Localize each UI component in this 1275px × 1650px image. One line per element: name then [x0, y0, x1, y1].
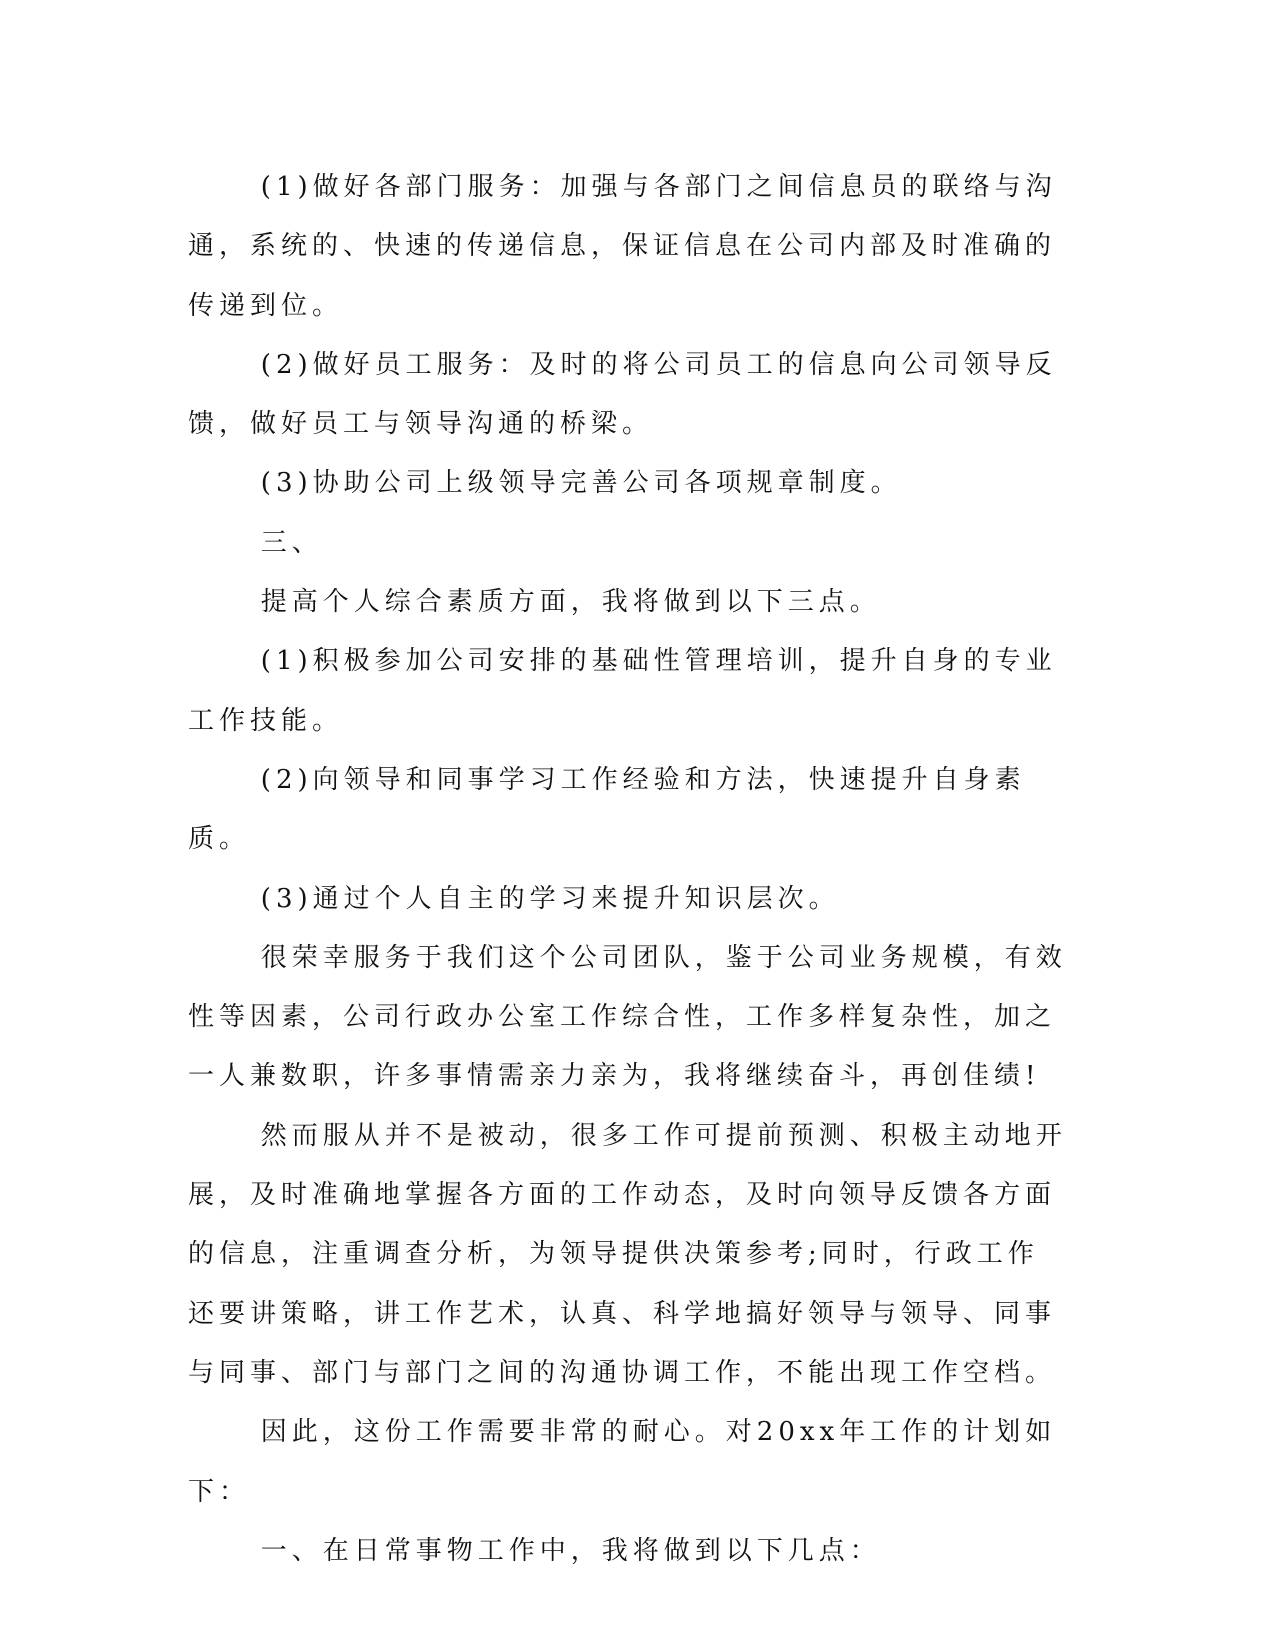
paragraph-learn-from-colleagues: (2)向领导和同事学习工作经验和方法，快速提升自身素质。 — [188, 764, 1026, 855]
document-body — [188, 158, 1068, 1581]
paragraph-training: (1)积极参加公司安排的基础性管理培训，提升自身的专业工作技能。 — [188, 646, 1057, 736]
section-heading-three: 三、 — [260, 527, 323, 558]
paragraph-assist-rules: (3)协助公司上级领导完善公司各项规章制度。 — [260, 468, 902, 499]
paragraph-work-plan-intro: 因此，这份工作需要非常的耐心。对20xx年工作的计划如下： — [188, 1417, 1057, 1507]
paragraph-daily-affairs: 一、在日常事物工作中，我将做到以下几点： — [260, 1535, 881, 1566]
paragraph-quality-intro: 提高个人综合素质方面，我将做到以下三点。 — [260, 587, 881, 618]
paragraph-team-service: 很荣幸服务于我们这个公司团队，鉴于公司业务规模，有效性等因素，公司行政办公室工作综合性，工作多样复杂性，加之一人兼数职，许多事情需亲力亲为，我将继续奋斗，再创佳绩! — [188, 942, 1067, 1092]
paragraph-staff-service: (2)做好员工服务：及时的将公司员工的信息向公司领导反馈，做好员工与领导沟通的桥梁。 — [188, 349, 1057, 440]
paragraph-self-study: (3)通过个人自主的学习来提升知识层次。 — [260, 883, 840, 914]
paragraph-proactive-work: 然而服从并不是被动，很多工作可提前预测、积极主动地开展，及时准确地掌握各方面的工作动态，及时向领导反馈各方面的信息，注重调查分析，为领导提供决策参考;同时，行政工作还要讲策略，讲工作艺术，认真、科学地搞好领导与领导、同事与同事、部门与部门之间的沟通协调工作，不能出现工作空档。 — [188, 1120, 1067, 1388]
paragraph-dept-service: (1)做好各部门服务：加强与各部门之间信息员的联络与沟通，系统的、快速的传递信息，保证信息在公司内部及时准确的传递到位。 — [188, 172, 1057, 321]
